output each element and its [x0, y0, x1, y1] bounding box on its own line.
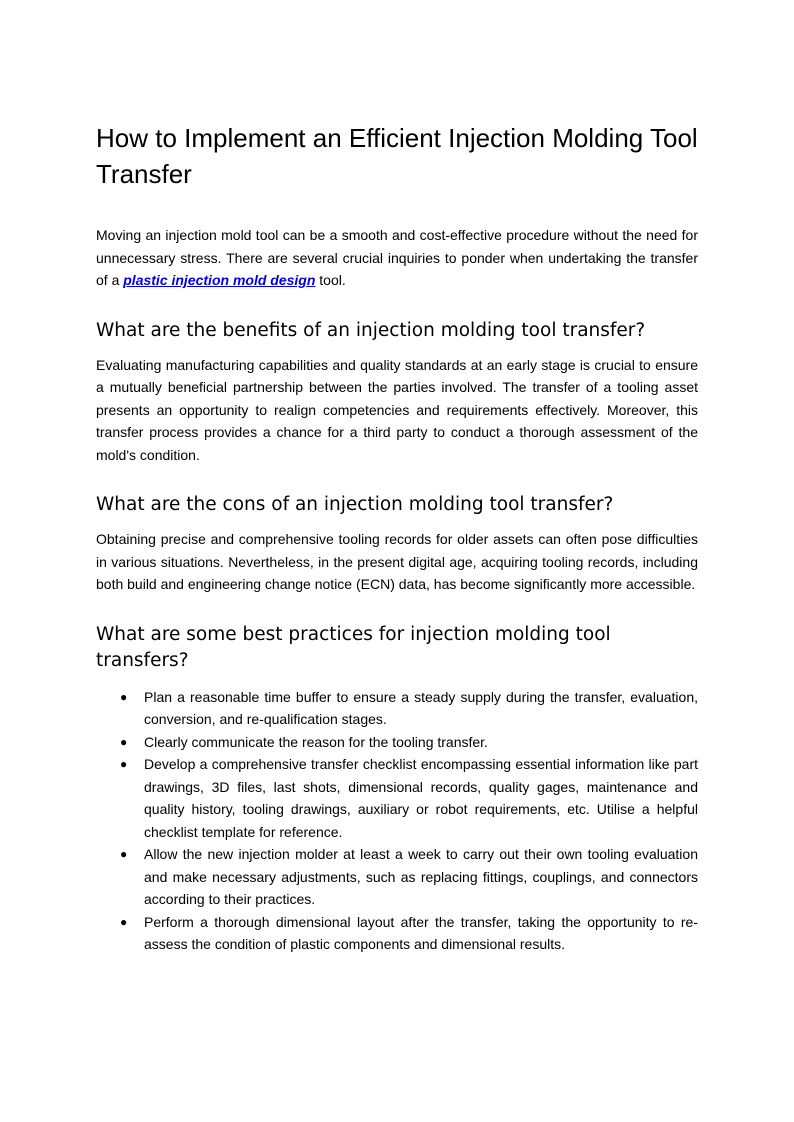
best-practices-list — [96, 686, 698, 956]
list-item-text: Clearly communicate the reason for the tooling transfer. — [144, 733, 488, 750]
bullet-icon: ● — [120, 734, 128, 749]
plastic-injection-mold-design-link[interactable]: plastic injection mold design — [123, 272, 316, 288]
list-item-text: Plan a reasonable time buffer to ensure a steady supply during the transfer, evaluation, conversion, and re-qualification stages. — [144, 688, 698, 727]
intro-text-before-link: Moving an injection mold tool can be a smooth and cost-effective procedure without the need for unnecessary stress. There are several crucial inquiries to ponder when undertaking the transfer of a — [96, 227, 698, 288]
section-body-cons: Obtaining precise and comprehensive tooling records for older assets can often pose difficulties in various situations. Nevertheless, in the present digital age, acquiring tooling records, including both build and engineering change notice (ECN) data, has become significantly more accessible. — [96, 531, 698, 592]
intro-text-after-link: tool. — [315, 272, 346, 288]
list-item — [120, 911, 698, 956]
list-item-text: Develop a comprehensive transfer checklist encompassing essential information like part drawings, 3D files, last shots, dimensional records, quality gages, maintenance and quality history, tooling drawings, auxiliary or robot requirements, etc. Utilise a helpful checklist template for reference. — [144, 756, 698, 840]
section-heading-best-practices: What are some best practices for injection molding tool transfers? — [96, 623, 611, 671]
page-title: How to Implement an Efficient Injection Molding Tool Transfer — [96, 123, 698, 189]
list-item — [120, 731, 698, 754]
list-item — [120, 753, 698, 843]
bullet-icon: ● — [120, 914, 128, 929]
list-item — [120, 843, 698, 911]
section-body-benefits: Evaluating manufacturing capabilities and quality standards at an early stage is crucial to ensure a mutually beneficial partnership between the parties involved. The transfer of a tooling asset presents an opportunity to realign competencies and requirements effectively. Moreover, this transfer process provides a chance for a third party to conduct a thorough assessment of the mold's condition. — [96, 356, 698, 463]
intro-paragraph — [96, 224, 698, 292]
list-item — [120, 686, 698, 731]
bullet-icon: ● — [120, 689, 128, 704]
bullet-icon: ● — [120, 757, 128, 771]
bullet-icon: ● — [120, 847, 128, 861]
section-heading-benefits: What are the benefits of an injection molding tool transfer? — [96, 319, 646, 341]
list-item-text: Allow the new injection molder at least a week to carry out their own tooling evaluation and make necessary adjustments, such as replacing fittings, couplings, and connectors according to their practices. — [144, 846, 698, 907]
list-item-text: Perform a thorough dimensional layout after the transfer, taking the opportunity to re-assess the condition of plastic components and dimensional results. — [144, 913, 698, 952]
document-page — [96, 120, 698, 956]
section-heading-cons: What are the cons of an injection molding tool transfer? — [96, 494, 614, 515]
